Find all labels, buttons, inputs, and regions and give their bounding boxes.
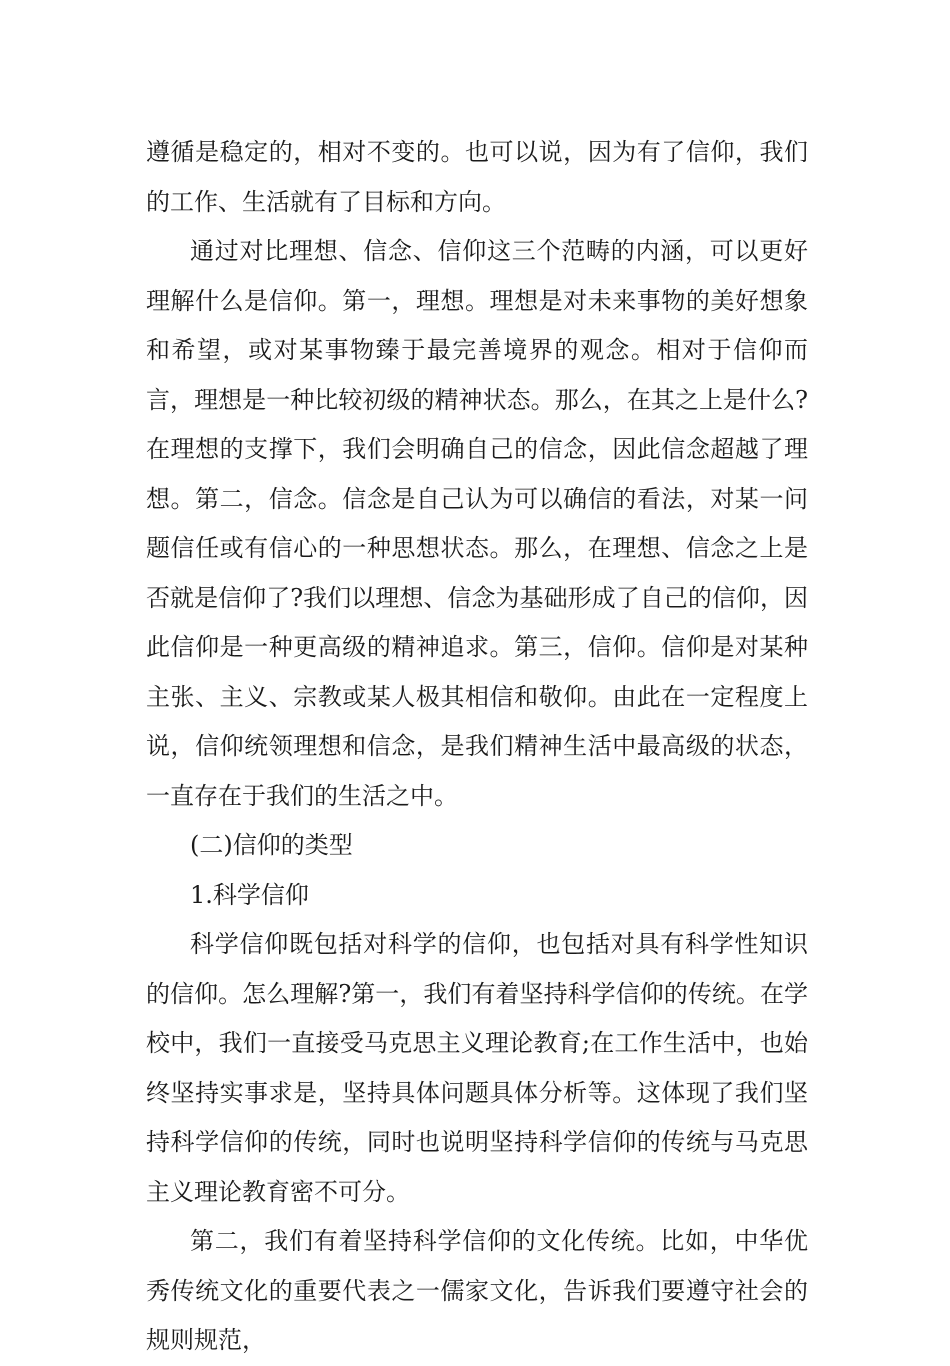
paragraph-cultural-tradition: 第二，我们有着坚持科学信仰的文化传统。比如，中华优秀传统文化的重要代表之一儒家文化，告诉我们要遵守社会的规则规范，: [146, 1227, 808, 1354]
subsection-heading-scientific-belief: 1.科学信仰: [190, 880, 309, 909]
paragraph-continuation: 遵循是稳定的，相对不变的。也可以说，因为有了信仰，我们的工作、生活就有了目标和方向。: [146, 138, 808, 216]
section-heading-belief-types: (二)信仰的类型: [190, 831, 353, 859]
paragraph-scientific-belief: 科学信仰既包括对科学的信仰，也包括对具有科学性知识的信仰。怎么理解?第一，我们有着坚持科学信仰的传统。在学校中，我们一直接受马克思主义理论教育;在工作生活中，也始终坚持实事求是，坚持具体问题具体分析等。这体现了我们坚持科学信仰的传统，同时也说明坚持科学信仰的传统与马克思主义理论教育密不可分。: [146, 930, 808, 1206]
document-body: [146, 128, 808, 1366]
paragraph-belief-comparison: 通过对比理想、信念、信仰这三个范畴的内涵，可以更好理解什么是信仰。第一，理想。理想是对未来事物的美好想象和希望，或对某事物臻于最完善境界的观念。相对于信仰而言，理想是一种比较初级的精神状态。那么，在其之上是什么?在理想的支撑下，我们会明确自己的信念，因此信念超越了理想。第二，信念。信念是自己认为可以确信的看法，对某一问题信任或有信心的一种思想状态。那么，在理想、信念之上是否就是信仰了?我们以理想、信念为基础形成了自己的信仰，因此信仰是一种更高级的精神追求。第三，信仰。信仰是对某种主张、主义、宗教或某人极其相信和敬仰。由此在一定程度上说，信仰统领理想和信念，是我们精神生活中最高级的状态，一直存在于我们的生活之中。: [146, 237, 808, 810]
